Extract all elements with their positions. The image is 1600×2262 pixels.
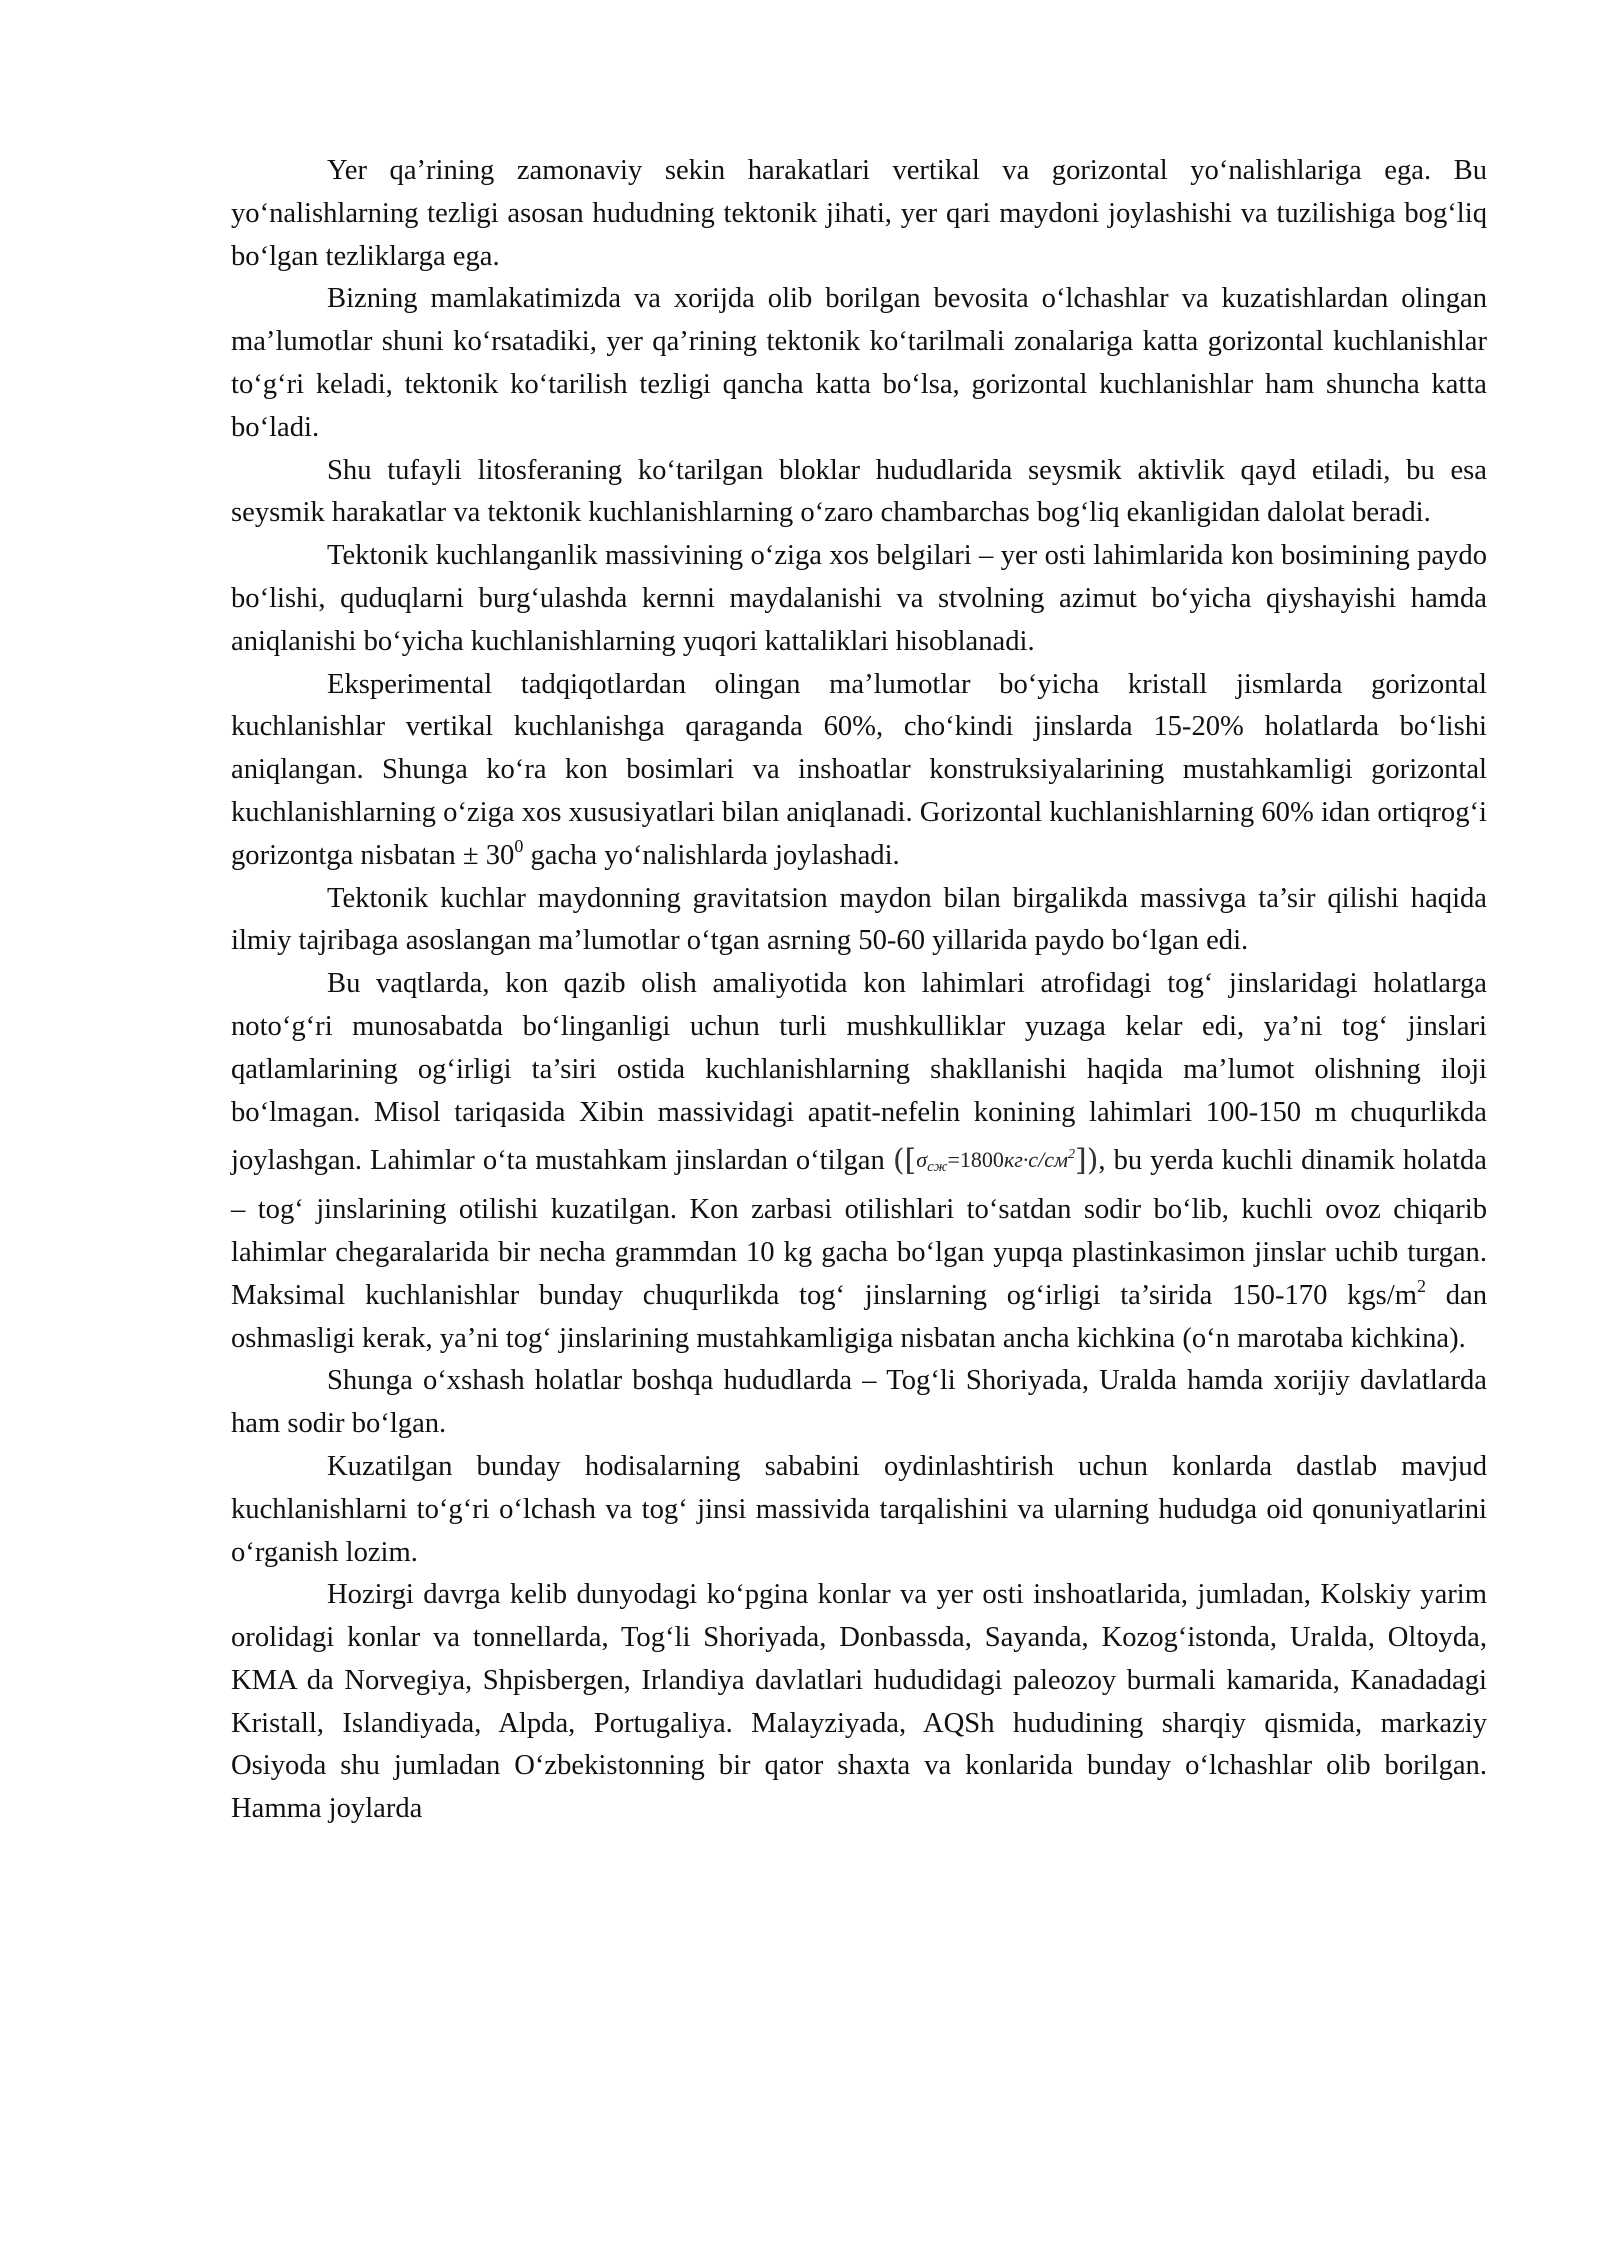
paragraph-2 [231, 278, 1487, 449]
paragraph-6-text: Tektonik kuchlar maydonning gravitatsion maydon bilan birgalikda massivga ta’sir qilishi haqida ilmiy tajribaga asoslangan ma’lumotlar o‘tgan asrning 50-60 yillarida paydo bo‘lgan edi. [231, 882, 1487, 957]
paragraph-1-text: Yer qa’rining zamonaviy sekin harakatlari vertikal va gorizontal yo‘nalishlariga ega. Bu yo‘nalishlarning tezligi asosan hududning tektonik jihati, yer qari maydoni joylashishi va tuzilishiga bog‘liq bo‘lgan tezliklarga ega. [231, 155, 1487, 272]
paragraph-8 [231, 1360, 1487, 1446]
formula-subscript: сж [927, 1159, 948, 1176]
paragraph-3-text: Shu tufayli litosferaning ko‘tarilgan bloklar hududlarida seysmik aktivlik qayd etiladi, bu esa seysmik harakatlar va tektonik kuchlanishlarning o‘zaro chambarchas bog‘liq ekanligidan dalolat beradi. [231, 454, 1487, 529]
degree-superscript: 0 [514, 835, 524, 856]
paragraph-2-text: Bizning mamlakatimizda va xorijda olib borilgan bevosita o‘lchashlar va kuzatishlardan olingan ma’lumotlar shuni ko‘rsatadiki, yer qa’rining tektonik ko‘tarilmali zonalariga katta gorizontal kuchlanishlar to‘g‘ri keladi, tektonik ko‘tarilish tezligi qancha katta bo‘lsa, gorizontal kuchlanishlar ham shuncha katta bo‘ladi. [231, 283, 1487, 443]
paragraph-7-text-middle: , bu yerda kuchli dinamik holatda – tog‘ jinslarining otilishi kuzatilgan. Kon zarbasi otilishlari to‘satdan sodir bo‘lib, kuchli ovoz chiqarib lahimlar chegaralarida bir necha grammdan 10 kg gacha bo‘lgan yupqa plastinkasimon jinslar uchib turgan. Maksimal kuchlanishlar bunday chuqurlikda tog‘ jinslarning og‘irligi ta’sirida 150-170 kgs/m [231, 1145, 1488, 1311]
paragraph-5-text-after: gacha yo‘nalishlarda joylashadi. [523, 839, 900, 871]
paragraph-6 [231, 878, 1487, 964]
formula-close-bracket: ]) [1075, 1143, 1099, 1179]
paragraph-8-text: Shunga o‘xshash holatlar boshqa hududlarda – Tog‘li Shoriyada, Uralda hamda xorijiy davlatlarda ham sodir bo‘lgan. [231, 1365, 1487, 1440]
paragraph-7-text-after: dan oshmasligi kerak, ya’ni tog‘ jinslarining mustahkamligiga nisbatan ancha kichkina (o‘n marotaba kichkina). [231, 1279, 1487, 1354]
formula-value: =1800 [947, 1147, 1004, 1173]
paragraph-9 [231, 1446, 1487, 1574]
formula-units-power: 2 [1068, 1147, 1075, 1163]
paragraph-4-text: Tektonik kuchlanganlik massivining o‘ziga xos belgilari – yer osti lahimlarida kon bosimining paydo bo‘lishi, quduqlarni burg‘ulashda kernni maydalanishi va stvolning azimut bo‘yicha qiyshayishi hamda aniqlanishi bo‘yicha kuchlanishlarning yuqori kattaliklari hisoblanadi. [231, 540, 1487, 657]
paragraph-10-text: Hozirgi davrga kelib dunyodagi ko‘pgina konlar va yer osti inshoatlarida, jumladan, Kolskiy yarim orolidagi konlar va tonnellarda, Tog‘li Shoriyada, Donbassda, Sayanda, Kozog‘istonda, Uralda, Oltoyda, KMA da Norvegiya, Shpisbergen, Irlandiya davlatlari hududidagi paleozoy burmali kamarida, Kanadadagi Kristall, Islandiyada, Alpda, Portugaliya. Malayziyada, AQSh hududining sharqiy qismida, markaziy Osiyoda shu jumladan O‘zbekistonning bir qator shaxta va konlarida bunday o‘lchashlar olib borilgan. Hamma joylarda [231, 1579, 1487, 1825]
paragraph-3 [231, 450, 1487, 536]
formula-open-bracket: ([ [892, 1143, 917, 1179]
paragraph-4 [231, 535, 1487, 663]
document-body [231, 150, 1487, 1831]
paragraph-9-text: Kuzatilgan bunday hodisalarning sababini oydinlashtirish uchun konlarda dastlab mavjud kuchlanishlarni to‘g‘ri o‘lchash va tog‘ jinsi massivida tarqalishini va ularning hududga oid qonuniyatlarini o‘rganish lozim. [231, 1450, 1487, 1568]
paragraph-5-text-before: Eksperimental tadqiqotlardan olingan ma’lumotlar bo‘yicha kristall jismlarda gorizontal kuchlanishlar vertikal kuchlanishga qaraganda 60%, cho‘kindi jinslarda 15-20% holatlarda bo‘lishi aniqlangan. Shunga ko‘ra kon bosimlari va inshoatlar konstruksiyalarining mustahkamligi gorizontal kuchlanishlarning o‘ziga xos xususiyatlari bilan aniqlanadi. Gorizontal kuchlanishlarning 60% idan ortiqrog‘i gorizontga nisbatan ± 30 [231, 668, 1487, 871]
stress-formula [892, 1143, 1099, 1179]
square-superscript: 2 [1416, 1275, 1426, 1296]
formula-units: кг·с/см [1003, 1147, 1068, 1173]
paragraph-7-text-before: Bu vaqtlarda, kon qazib olish amaliyotida kon lahimlari atrofidagi tog‘ jinslaridagi holatlarga noto‘g‘ri munosabatda bo‘linganligi uchun turli mushkulliklar yuzaga kelar edi, ya’ni tog‘ jinslari qatlamlarining og‘irligi ta’siri ostida kuchlanishlarning shakllanishi haqida ma’lumot olishning iloji bo‘lmagan. Misol tariqasida Xibin massividagi apatit-nefelin konining lahimlari 100-150 m chuqurlikda joylashgan. Lahimlar o‘ta mustahkam jinslardan o‘tilgan [231, 968, 1487, 1177]
paragraph-1 [231, 150, 1487, 278]
paragraph-7 [231, 963, 1487, 1360]
paragraph-10 [231, 1574, 1487, 1831]
formula-sigma-symbol: σ [916, 1147, 928, 1173]
paragraph-5 [231, 664, 1487, 878]
